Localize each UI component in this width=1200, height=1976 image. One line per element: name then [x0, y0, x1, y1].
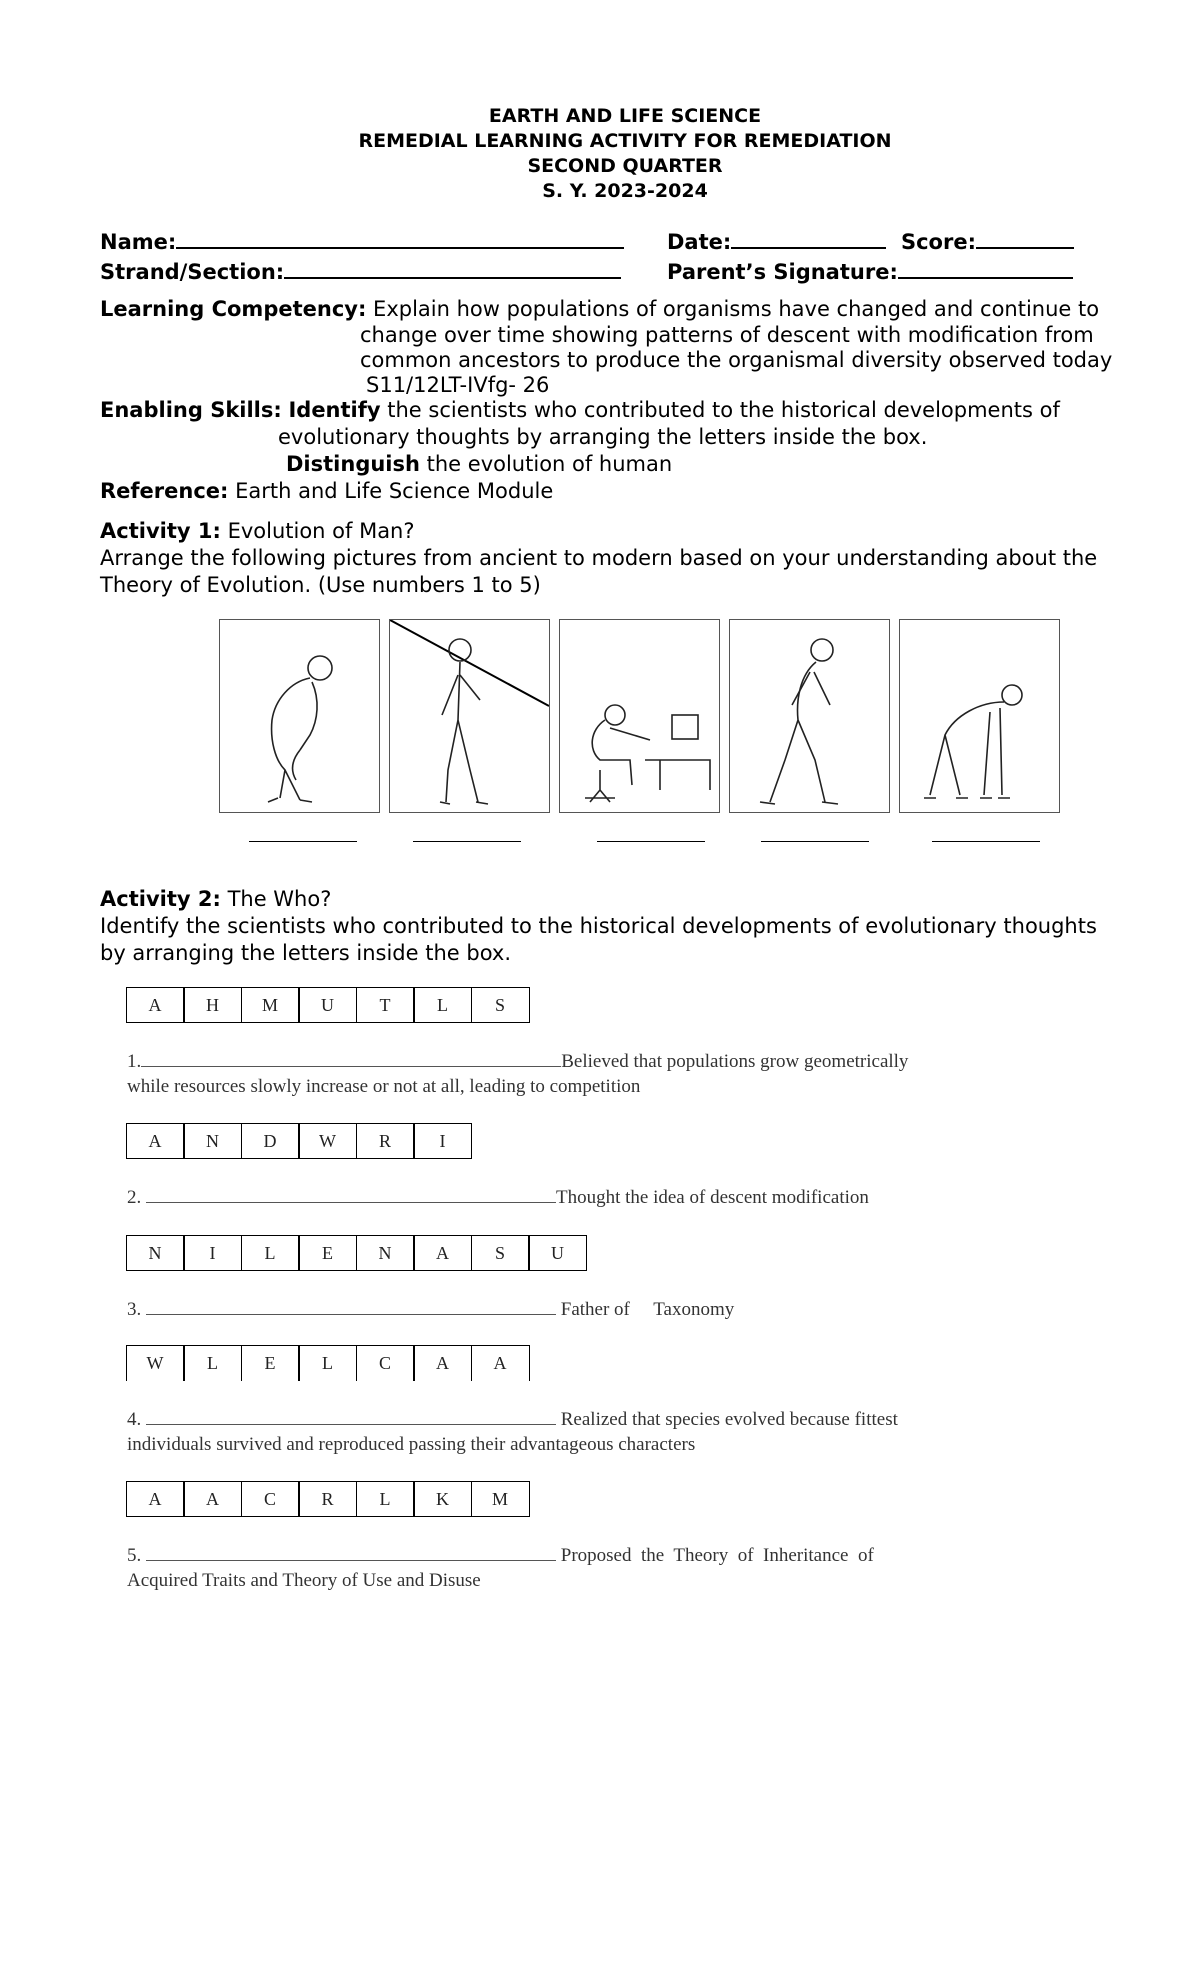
ape-icon — [900, 620, 1059, 812]
parent-signature-blank[interactable] — [898, 255, 1073, 279]
activity1-instructions-2: Theory of Evolution. (Use numbers 1 to 5) — [100, 573, 541, 597]
question-number: 2. — [127, 1187, 142, 1208]
activity2-title: The Who? — [227, 887, 332, 911]
letter-cell: L — [183, 1345, 242, 1381]
question-description-cont: individuals survived and reproduced passing their advantageous characters — [127, 1434, 696, 1455]
letter-cell: I — [183, 1235, 242, 1271]
document-header — [0, 104, 1200, 204]
competency-label: Learning Competency: — [100, 297, 367, 321]
question-5 — [127, 1543, 1027, 1593]
letter-cell: A — [126, 1481, 185, 1517]
question-number: 4. — [127, 1409, 142, 1430]
picture-early-hominid — [219, 619, 380, 813]
letter-cell: N — [183, 1123, 242, 1159]
question-4 — [127, 1407, 1027, 1457]
picture-ape — [899, 619, 1060, 813]
question-4-answer-line[interactable] — [146, 1408, 556, 1425]
upright-man-icon — [390, 620, 549, 812]
question-description: Father of Taxonomy — [560, 1299, 735, 1320]
question-2-answer-line[interactable] — [146, 1186, 556, 1203]
activity1-title: Evolution of Man? — [227, 519, 415, 543]
competency-text-1: Explain how populations of organisms have changed and continue to — [373, 297, 1100, 321]
score-label: Score: — [900, 230, 976, 254]
strand-blank[interactable] — [284, 255, 621, 279]
learning-competency — [100, 296, 1150, 322]
name-blank[interactable] — [176, 225, 624, 249]
letter-cell: L — [413, 987, 472, 1023]
letter-cell: W — [126, 1345, 185, 1381]
letter-cell: E — [241, 1345, 300, 1381]
letter-cell: W — [298, 1123, 357, 1159]
question-number: 1. — [127, 1051, 142, 1072]
question-1 — [127, 1049, 1027, 1099]
enabling-skills — [100, 397, 1150, 423]
letter-cell: N — [126, 1235, 185, 1271]
question-description-cont: Acquired Traits and Theory of Use and Disuse — [127, 1570, 481, 1591]
question-5-answer-line[interactable] — [146, 1544, 556, 1561]
letter-cell: E — [298, 1235, 357, 1271]
picture-computer-man — [559, 619, 720, 813]
strand-signature-row — [100, 255, 1100, 285]
question-description-cont: while resources slowly increase or not at all, leading to competition — [127, 1076, 641, 1097]
letter-cell: A — [126, 1123, 185, 1159]
letter-cell: U — [528, 1235, 587, 1271]
answer-blank-3[interactable] — [597, 840, 705, 842]
letter-cell: A — [126, 987, 185, 1023]
letter-cell: K — [413, 1481, 472, 1517]
letter-cell: A — [413, 1345, 472, 1381]
computer-man-icon — [560, 620, 719, 812]
answer-blank-5[interactable] — [932, 840, 1040, 842]
enabling-distinguish: Distinguish — [286, 452, 420, 476]
walking-hominid-icon — [730, 620, 889, 812]
strand-label: Strand/Section: — [100, 260, 285, 284]
reference-label: Reference: — [100, 479, 229, 503]
competency-code: S11/12LT-IVfg- 26 — [366, 373, 550, 397]
letter-cell: S — [471, 987, 530, 1023]
header-activity-title: REMEDIAL LEARNING ACTIVITY FOR REMEDIATION — [358, 130, 892, 152]
letter-cell: I — [413, 1123, 472, 1159]
letter-cell: A — [413, 1235, 472, 1271]
question-1-answer-line[interactable] — [141, 1050, 561, 1067]
name-date-score-row — [100, 225, 1100, 255]
answer-blank-4[interactable] — [761, 840, 869, 842]
letter-cell: S — [471, 1235, 530, 1271]
activity2-label: Activity 2: — [100, 887, 221, 911]
answer-blank-2[interactable] — [413, 840, 521, 842]
question-3 — [127, 1297, 1027, 1322]
letter-cell: L — [298, 1345, 357, 1381]
name-label: Name: — [100, 230, 177, 254]
letter-cell: N — [356, 1235, 415, 1271]
score-blank[interactable] — [976, 225, 1074, 249]
letter-cell: D — [241, 1123, 300, 1159]
header-subject: EARTH AND LIFE SCIENCE — [488, 105, 762, 127]
letter-cell: R — [298, 1481, 357, 1517]
question-number: 5. — [127, 1545, 142, 1566]
letter-cell: H — [183, 987, 242, 1023]
letter-cell: A — [183, 1481, 242, 1517]
question-description: Thought the idea of descent modification — [556, 1187, 869, 1208]
letter-cell: L — [356, 1481, 415, 1517]
letter-cell: A — [471, 1345, 530, 1381]
header-quarter: SECOND QUARTER — [527, 155, 723, 177]
enabling-text-2: evolutionary thoughts by arranging the letters inside the box. — [278, 425, 928, 449]
answer-blank-1[interactable] — [249, 840, 357, 842]
reference-text: Earth and Life Science Module — [235, 479, 554, 503]
letter-cell: M — [241, 987, 300, 1023]
enabling-distinguish-line — [286, 451, 672, 477]
letter-box-4 — [127, 1345, 530, 1381]
activity1-label: Activity 1: — [100, 519, 221, 543]
question-description: Proposed the Theory of Inheritance of — [560, 1545, 874, 1566]
competency-text-2: change over time showing patterns of descent with modification from — [360, 323, 1094, 347]
activity1-instructions-1: Arrange the following pictures from ancient to modern based on your understanding about the — [100, 546, 1098, 570]
header-school-year: S. Y. 2023-2024 — [542, 180, 708, 202]
enabling-text-3: the evolution of human — [426, 452, 673, 476]
letter-cell: T — [356, 987, 415, 1023]
picture-walking-hominid — [729, 619, 890, 813]
question-number: 3. — [127, 1299, 142, 1320]
letter-cell: U — [298, 987, 357, 1023]
date-label: Date: — [667, 230, 732, 254]
enabling-text-1: the scientists who contributed to the historical developments of — [387, 398, 1060, 422]
reference — [100, 478, 553, 504]
activity2-instructions-2: by arranging the letters inside the box. — [100, 941, 512, 965]
letter-cell: C — [356, 1345, 415, 1381]
enabling-label: Enabling Skills: — [100, 398, 282, 422]
letter-cell: L — [241, 1235, 300, 1271]
enabling-identify: Identify — [288, 398, 381, 422]
letter-cell: C — [241, 1481, 300, 1517]
activity1-heading — [100, 518, 415, 544]
letter-cell: M — [471, 1481, 530, 1517]
activity2-heading — [100, 886, 331, 912]
parent-signature-label: Parent’s Signature: — [667, 260, 898, 284]
letter-box-5 — [127, 1481, 530, 1517]
date-blank[interactable] — [731, 225, 886, 249]
question-description: Realized that species evolved because fittest — [560, 1409, 898, 1430]
letter-box-1 — [127, 987, 530, 1023]
competency-text-3: common ancestors to produce the organismal diversity observed today — [360, 348, 1113, 372]
letter-box-3 — [127, 1235, 587, 1271]
question-3-answer-line[interactable] — [146, 1298, 556, 1315]
letter-cell: R — [356, 1123, 415, 1159]
question-2 — [127, 1185, 1027, 1210]
picture-upright-man — [389, 619, 550, 813]
activity2-instructions-1: Identify the scientists who contributed to the historical developments of evolutionary thoughts — [100, 914, 1097, 938]
question-description: Believed that populations grow geometrically — [561, 1051, 909, 1072]
early-hominid-icon — [220, 620, 379, 812]
letter-box-2 — [127, 1123, 472, 1159]
